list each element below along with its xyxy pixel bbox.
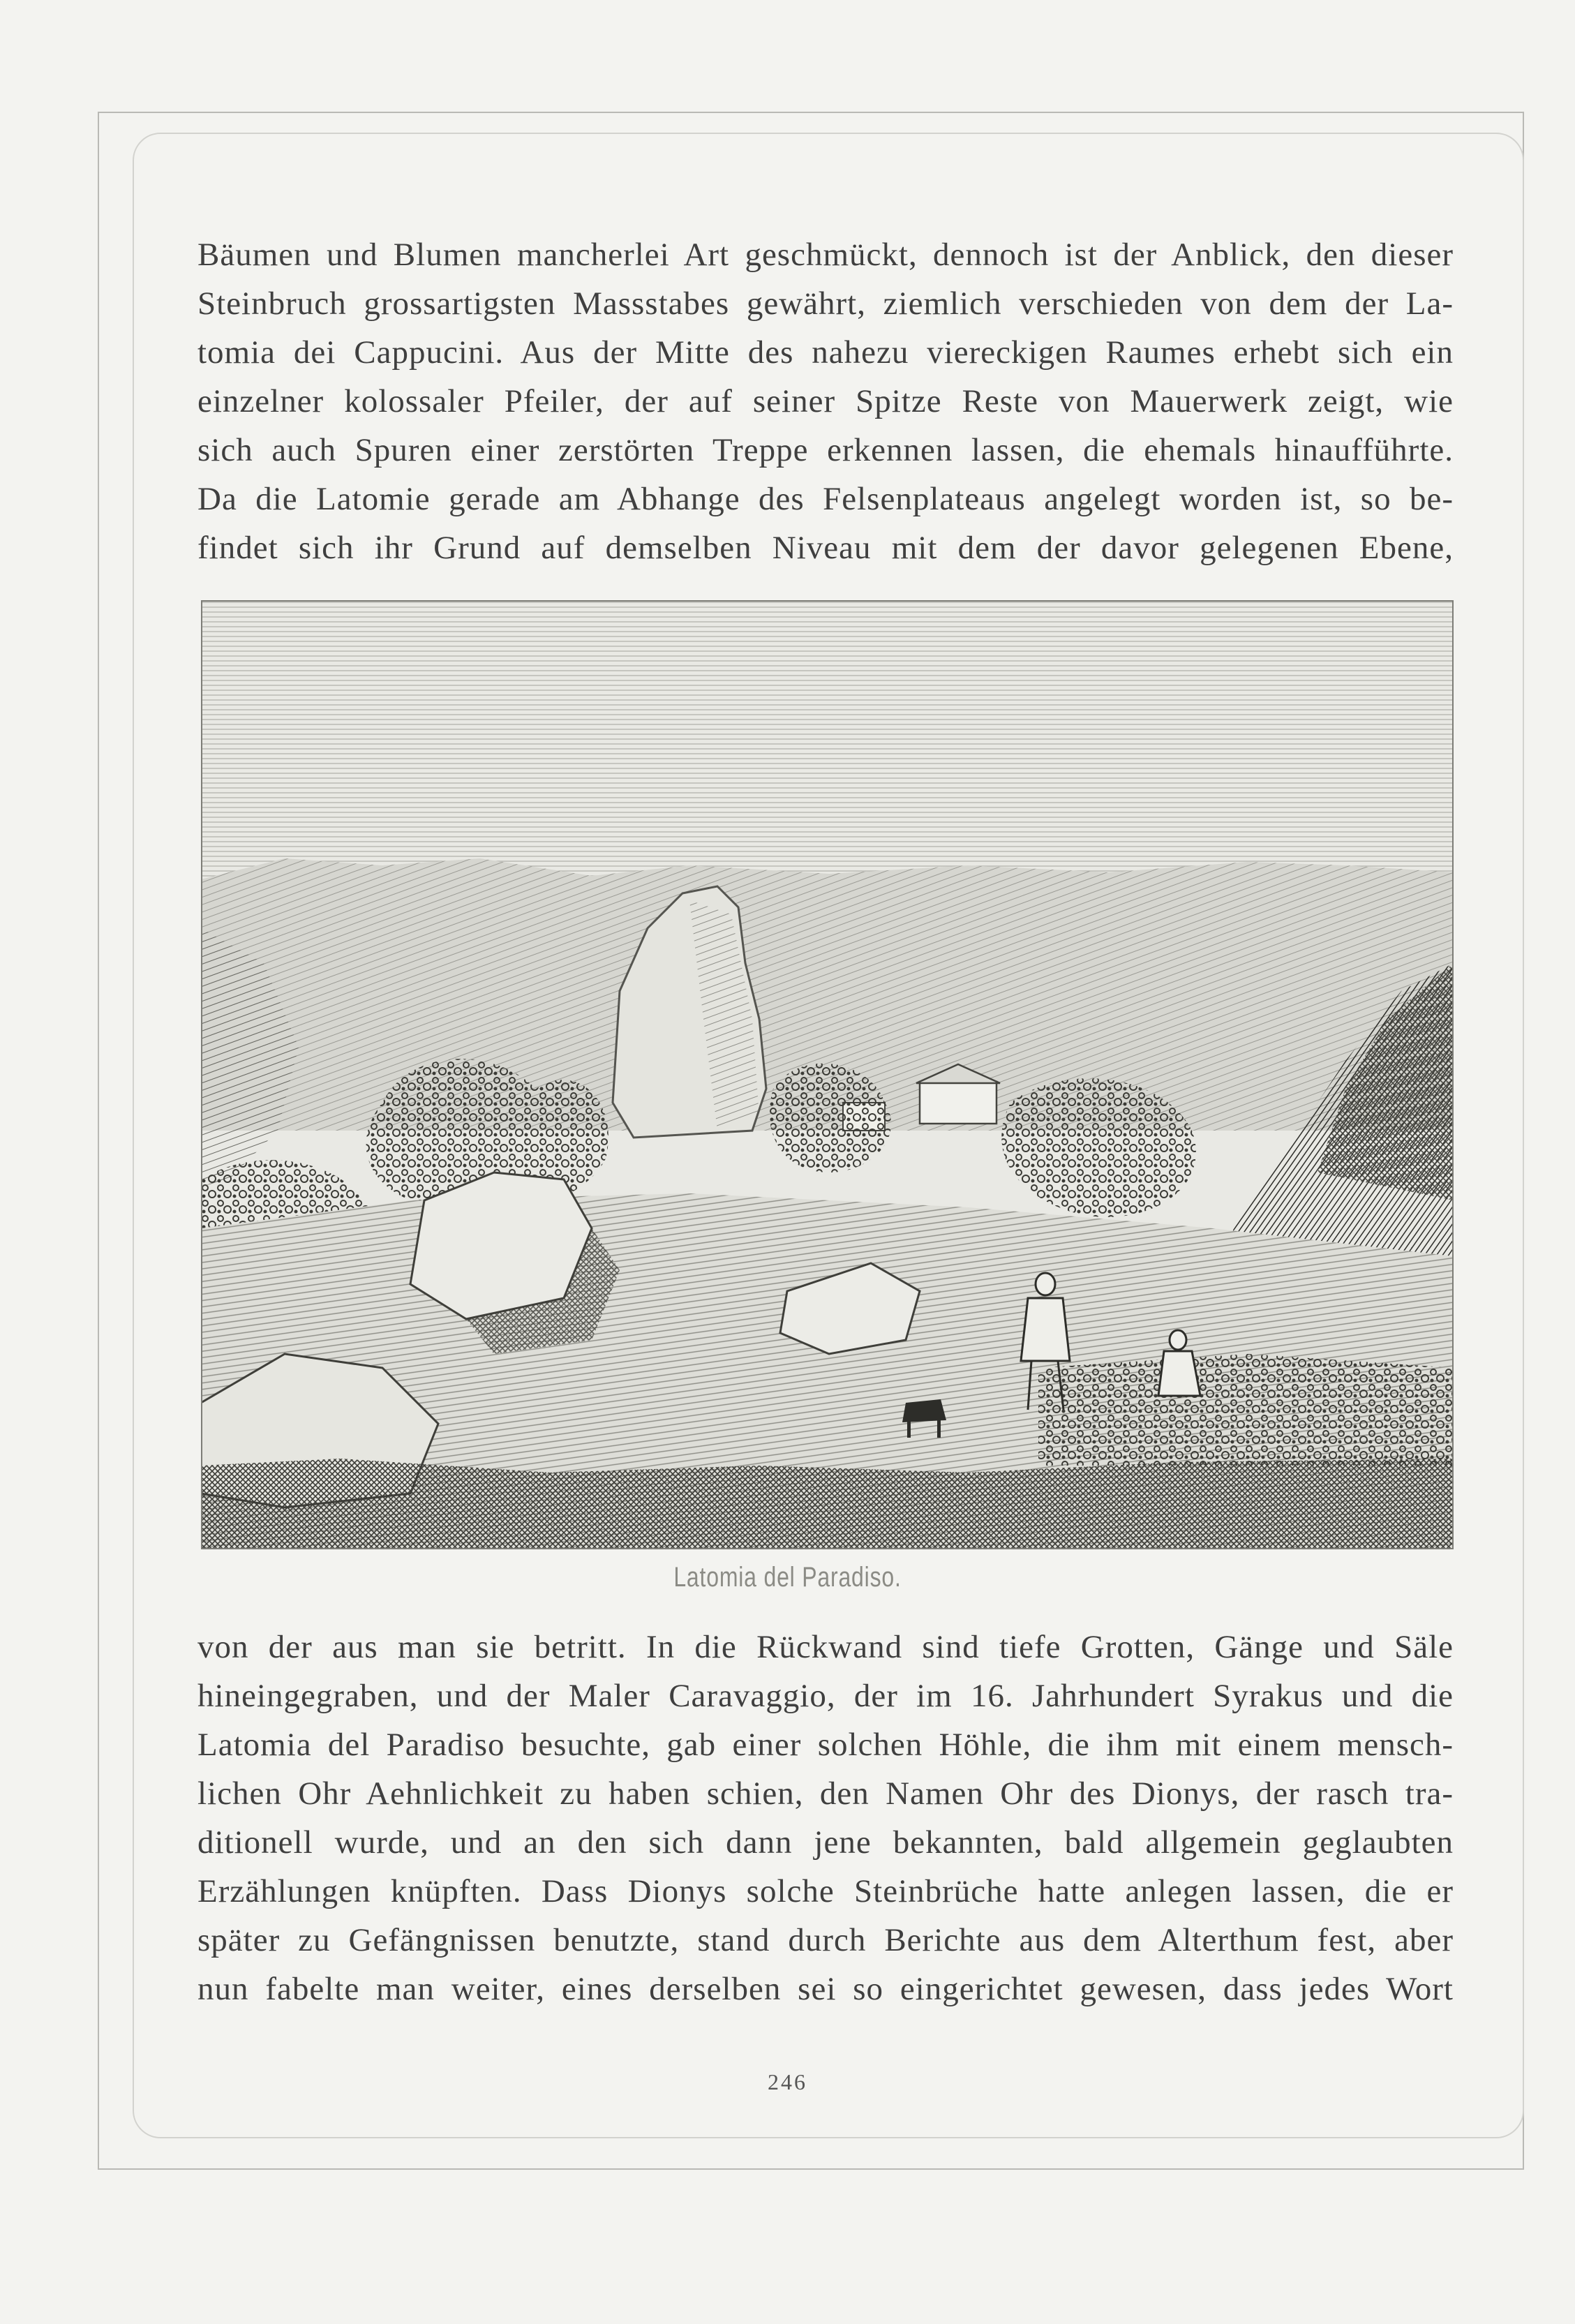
text-line: hineingegraben, und der Maler Caravaggio, der im 16. Jahrhundert Syrakus und die <box>197 1678 1454 1714</box>
engraving-latomia-del-paradiso <box>201 600 1454 1549</box>
text-line: tomia dei Cappucini. Aus der Mitte des nahezu viereckigen Raumes erhebt sich ein <box>197 334 1454 371</box>
paragraph-bottom <box>197 1623 1454 2013</box>
text-line: Latomia del Paradiso besuchte, gab einer solchen Höhle, die ihm mit einem mensch- <box>197 1727 1454 1763</box>
text-line: einzelner kolossaler Pfeiler, der auf seiner Spitze Reste von Mauerwerk zeigt, wie <box>197 383 1454 419</box>
text-line: von der aus man sie betritt. In die Rückwand sind tiefe Grotten, Gänge und Säle <box>197 1629 1454 1665</box>
text-line: Steinbruch grossartigsten Massstabes gewährt, ziemlich verschieden von dem der La- <box>197 285 1454 322</box>
text-line: lichen Ohr Aehnlichkeit zu haben schien, den Namen Ohr des Dionys, der rasch tra- <box>197 1775 1454 1812</box>
text-line: Bäumen und Blumen mancherlei Art geschmückt, dennoch ist der Anblick, den dieser <box>197 237 1454 273</box>
text-line: Erzählungen knüpften. Dass Dionys solche Steinbrüche hatte anlegen lassen, die er <box>197 1873 1454 1909</box>
text-line: findet sich ihr Grund auf demselben Niveau mit dem der davor gelegenen Ebene, <box>197 530 1454 566</box>
text-line: später zu Gefängnissen benutzte, stand durch Berichte aus dem Alterthum fest, aber <box>197 1922 1454 1958</box>
page-number: 246 <box>768 2069 807 2094</box>
text-line: sich auch Spuren einer zerstörten Treppe erkennen lassen, die ehemals hinaufführte. <box>197 432 1454 468</box>
text-line: ditionell wurde, und an den sich dann jene bekannten, bald allgemein geglaubten <box>197 1824 1454 1861</box>
paragraph-top <box>197 230 1454 572</box>
text-line: Da die Latomie gerade am Abhange des Felsenplateaus angelegt worden ist, so be- <box>197 481 1454 517</box>
figure-caption: Latomia del Paradiso. <box>673 1562 902 1593</box>
text-line: nun fabelte man weiter, eines derselben sei so eingerichtet gewesen, dass jedes Wort <box>197 1971 1454 2007</box>
